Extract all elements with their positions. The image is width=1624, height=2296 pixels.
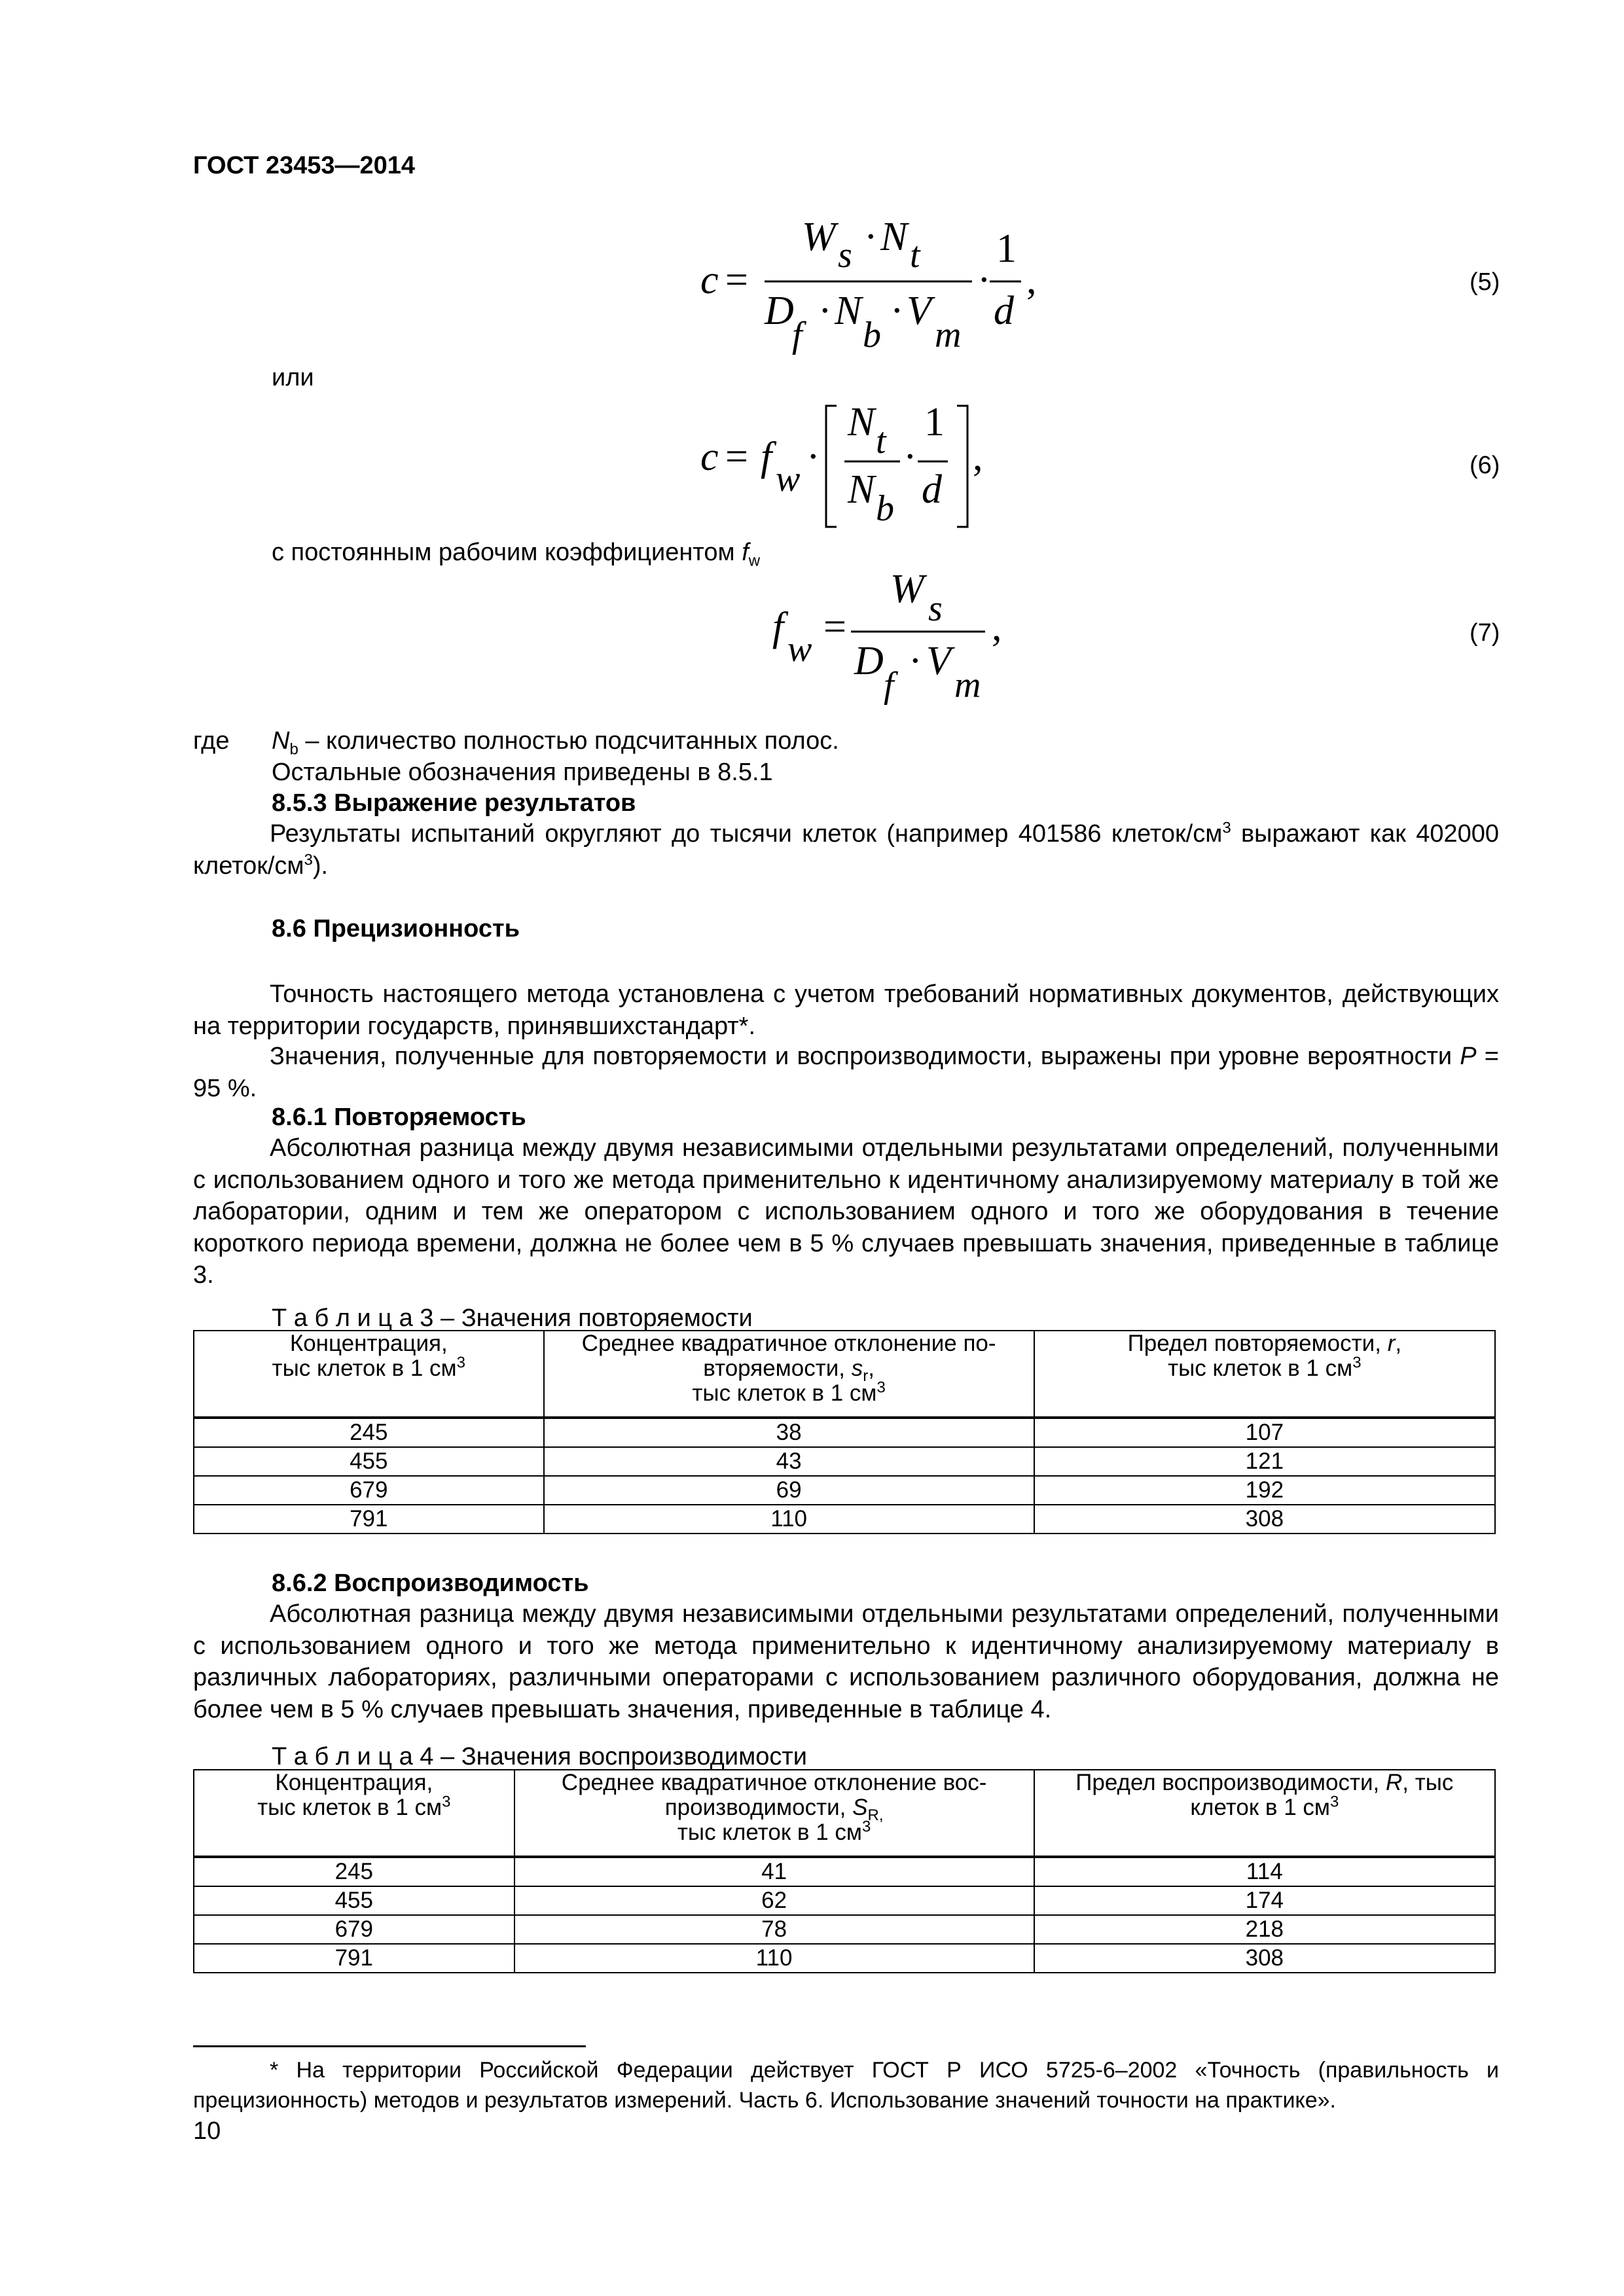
svg-text:·: · — [890, 289, 904, 333]
svg-text:V: V — [907, 289, 931, 333]
section-8-6-paragraph-2: Значения, полученные для повторяемости и воспроизводимости, выражены при уровне вероятности P = 95 %. — [193, 1043, 1499, 1102]
table-3-caption: Т а б л и ц а 3 – Значения повторяемости — [272, 1304, 753, 1332]
formula-6 — [687, 393, 988, 537]
svg-text:1: 1 — [996, 226, 1017, 271]
section-8-6-2-text: Абсолютная разница между двумя независимыми отдельными результатами определений, полученными с использованием одного и того же метода применительно к идентичному анализируемому материалу в различных лабораториях, различными операторами с использованием различного оборудования, должна не более чем в 5 % случаев превышать значения, приведенные в таблице 4. — [193, 1600, 1499, 1723]
svg-text:N: N — [835, 289, 862, 333]
svg-text:t: t — [876, 421, 886, 461]
svg-text:=: = — [725, 435, 748, 479]
section-8-5-3-text: Результаты испытаний округляют до тысячи клеток (например 401586 клеток/$см^3$ выражают как 402000 клеток/$см^3$). — [193, 819, 1499, 880]
svg-text:,: , — [973, 435, 983, 479]
equation-number-5: (5) — [1470, 268, 1500, 296]
svg-text:f: f — [792, 315, 803, 355]
svg-text:=: = — [823, 605, 846, 649]
svg-text:·: · — [977, 258, 991, 302]
page-number: 10 — [193, 2117, 221, 2145]
table-4-header-limit: Предел воспроизводимости, R, тыс клеток в 1 $см^3$ — [1034, 1770, 1495, 1857]
section-8-6-1-title: 8.6.1 Повторяемость — [272, 1103, 526, 1131]
table-3 — [193, 1330, 1496, 1534]
svg-text:N: N — [848, 400, 875, 444]
svg-text:,: , — [1026, 258, 1037, 302]
where-rest: Остальные обозначения приведены в 8.5.1 — [272, 759, 773, 786]
svg-text:b: b — [863, 315, 881, 355]
svg-text:·: · — [903, 435, 917, 479]
table-row: 791 110 308 — [194, 1505, 1495, 1534]
document-header: ГОСТ 23453—2014 — [193, 152, 416, 179]
formula-5 — [687, 216, 1054, 360]
table-4-header-std-deviation: Среднее квадратичное отклонение вос- производимости, $S_{R,}$ тыс клеток в 1 $см^3$ — [514, 1770, 1034, 1857]
svg-text:·: · — [864, 216, 878, 259]
svg-text:t: t — [910, 235, 920, 276]
constant-coefficient-text: с постоянным рабочим коэффициентом $f_w$ — [272, 539, 761, 570]
svg-text:·: · — [909, 639, 922, 683]
table-row: 791 110 308 — [194, 1944, 1495, 1973]
svg-text:W: W — [890, 567, 924, 611]
table-3-header-concentration: Концентрация, тыс клеток в 1 $см^3$ — [194, 1331, 544, 1418]
svg-text:b: b — [876, 488, 894, 529]
table-row: 455 62 174 — [194, 1886, 1495, 1915]
svg-text:w: w — [776, 459, 801, 499]
svg-text:1: 1 — [924, 400, 945, 444]
where-label: где — [193, 727, 230, 755]
svg-text:c: c — [700, 258, 719, 302]
table-3-header-std-deviation: Среднее квадратичное отклонение по- вторяемости, $s_r$, тыс клеток в 1 $см^3$ — [544, 1331, 1034, 1418]
formula-7 — [759, 563, 1021, 713]
footnote: * На территории Российской Федерации действует ГОСТ Р ИСО 5725-6–2002 «Точность (правильность и прецизионность) методов и результатов измерений. Часть 6. Использование значений точности на практике». — [193, 2058, 1499, 2113]
section-8-6-2-title: 8.6.2 Воспроизводимость — [272, 1570, 589, 1597]
equation-number-6: (6) — [1470, 452, 1500, 479]
or-text: или — [272, 364, 314, 391]
table-4-header-concentration: Концентрация, тыс клеток в 1 $см^3$ — [194, 1770, 514, 1857]
footnote-separator — [193, 2045, 586, 2047]
table-row: 455 43 121 — [194, 1447, 1495, 1476]
section-8-6-paragraph-1: Точность настоящего метода установлена с учетом требований нормативных документов, действующих на территории государств, принявшихстандарт*. — [193, 980, 1499, 1040]
svg-text:f: f — [772, 605, 784, 649]
table-row: 245 38 107 — [194, 1418, 1495, 1447]
section-8-6-1-text: Абсолютная разница между двумя независимыми отдельными результатами определений, полученными с использованием одного и того же метода применительно к идентичному анализируемому материалу в той же лаборатории, одним и тем же оператором с использованием одного и того же оборудования в течение короткого периода времени, должна не более чем в 5 % случаев превышать значения, приведенные в таблице 3. — [193, 1134, 1499, 1289]
svg-text:·: · — [818, 289, 832, 333]
where-nb-definition: $N_b$ – количество полностью подсчитанных полос. — [272, 727, 839, 759]
table-4 — [193, 1769, 1496, 1973]
svg-text:=: = — [725, 258, 748, 302]
svg-text:N: N — [848, 467, 875, 512]
svg-text:,: , — [992, 605, 1002, 649]
svg-text:f: f — [761, 435, 772, 479]
section-8-6-title: 8.6 Прецизионность — [272, 915, 520, 942]
svg-text:m: m — [935, 315, 962, 355]
svg-text:w: w — [787, 629, 812, 670]
svg-text:V: V — [926, 639, 951, 683]
table-row: 679 69 192 — [194, 1476, 1495, 1505]
svg-text:s: s — [928, 588, 943, 629]
table-row: 679 78 218 — [194, 1915, 1495, 1944]
svg-text:c: c — [700, 435, 719, 479]
svg-text:W: W — [802, 216, 836, 259]
table-3-header-limit: Предел повторяемости, r, тыс клеток в 1 $см^3$ — [1034, 1331, 1495, 1418]
table-row: 245 41 114 — [194, 1857, 1495, 1886]
svg-text:D: D — [854, 639, 884, 683]
section-8-5-3-title: 8.5.3 Выражение результатов — [272, 789, 636, 817]
equation-number-7: (7) — [1470, 619, 1500, 647]
svg-text:d: d — [994, 289, 1014, 333]
svg-text:s: s — [838, 235, 852, 276]
table-4-caption: Т а б л и ц а 4 – Значения воспроизводимости — [272, 1743, 807, 1770]
svg-text:N: N — [880, 216, 908, 259]
svg-text:d: d — [922, 467, 942, 512]
svg-text:D: D — [765, 289, 794, 333]
svg-text:·: · — [806, 435, 820, 479]
svg-text:f: f — [884, 665, 894, 706]
svg-text:m: m — [954, 665, 981, 706]
